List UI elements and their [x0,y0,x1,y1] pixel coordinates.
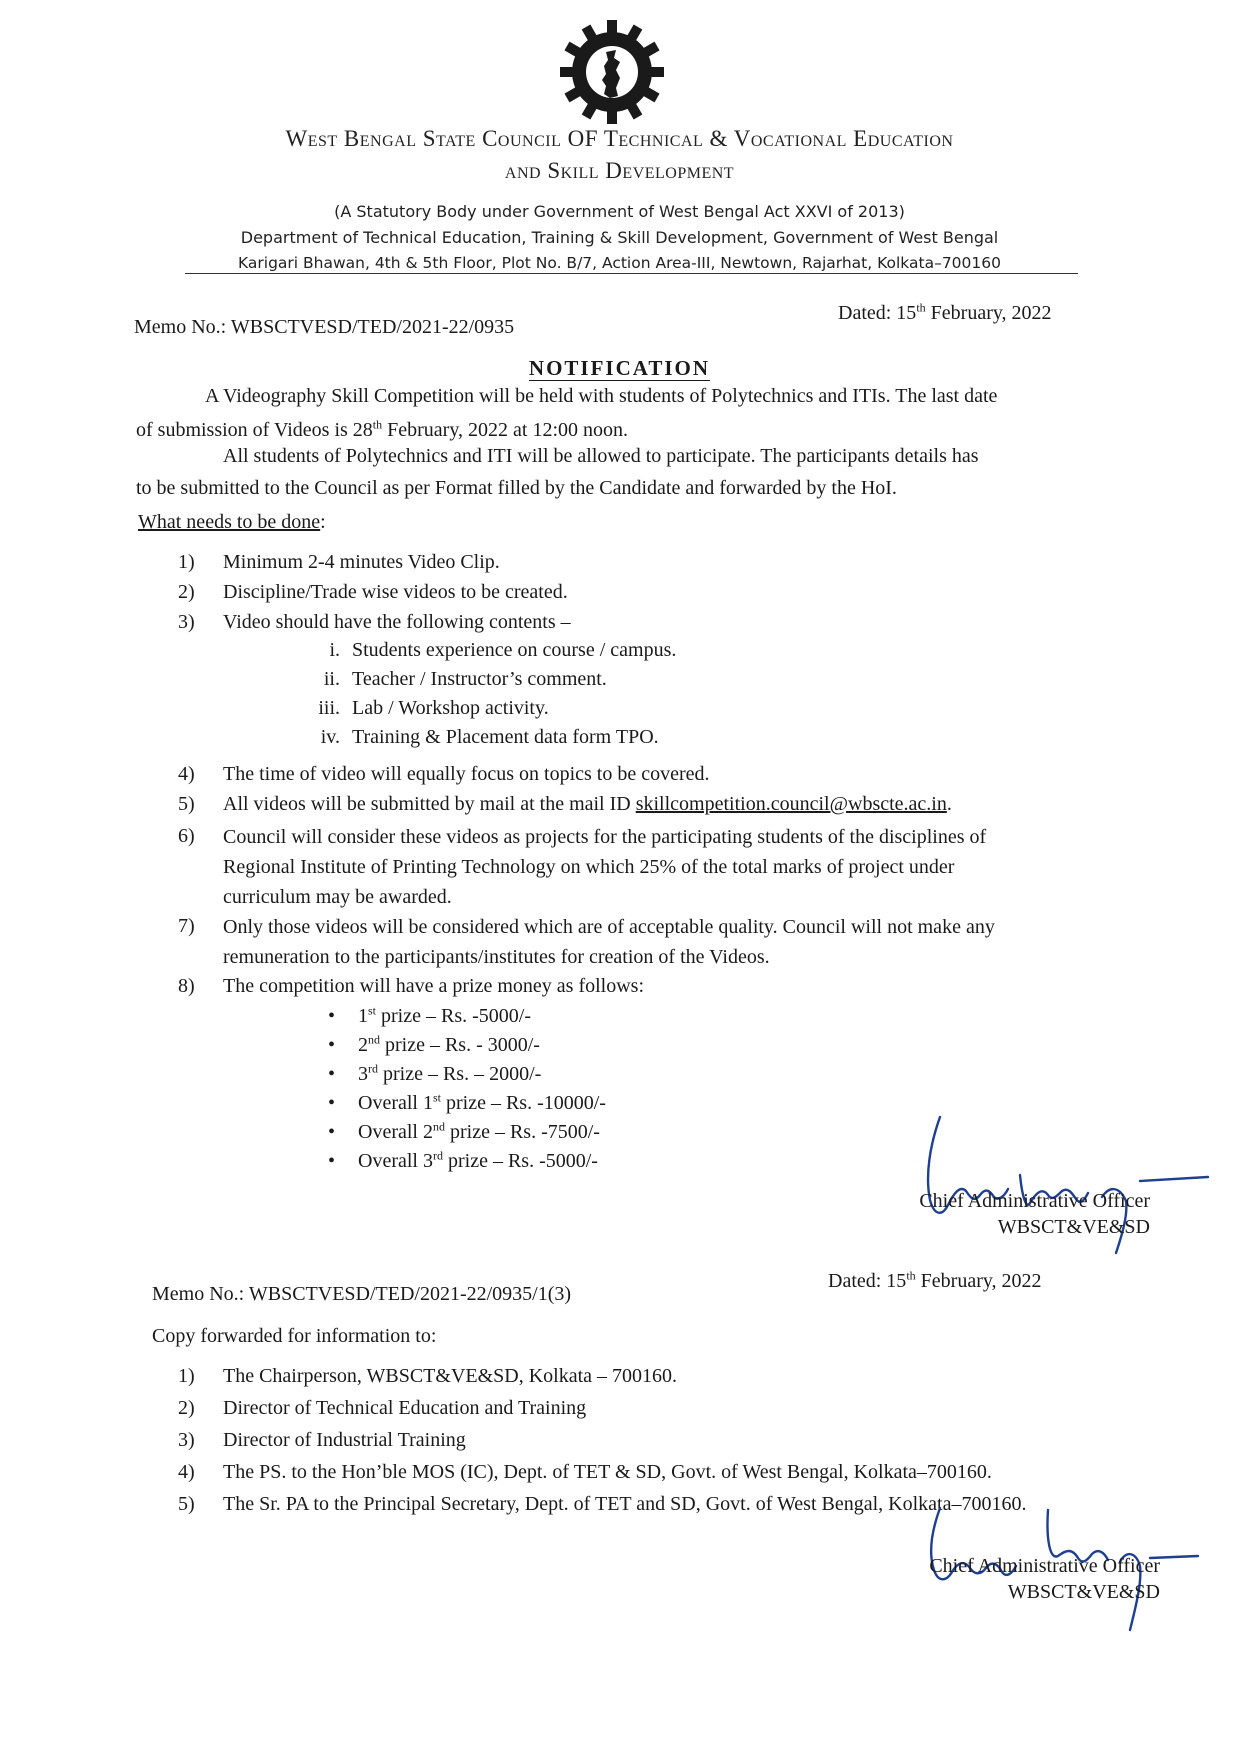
para2-line2: to be submitted to the Council as per Format filled by the Candidate and forwarded by the HoI. [136,477,897,499]
org-name-line2: and Skill Development [504,158,735,183]
prize-item: • Overall 3rd prize – Rs. -5000/- [328,1148,598,1172]
what-needs-heading: What needs to be done: [138,511,326,533]
signature-icon [870,1105,1210,1265]
signatory-org: WBSCT&VE&SD [1007,1581,1160,1603]
memo2-number: Memo No.: WBSCTVESD/TED/2021-22/0935/1(3) [152,1283,572,1305]
address-line: Karigari Bhawan, 4th & 5th Floor, Plot No. B/7, Action Area-III, Newtown, Rajarhat, Kolkata–700160 [238,254,1001,272]
content-item: iv. Training & Placement data form TPO. [320,726,659,748]
prize-item: • 1st prize – Rs. -5000/- [328,1003,531,1027]
content-item: ii. Teacher / Instructor’s comment. [323,668,607,690]
content-item: i. Students experience on course / campus. [329,639,677,661]
prize-item: • 3rd prize – Rs. – 2000/- [328,1061,542,1085]
content-item: iii. Lab / Workshop activity. [318,697,549,719]
signatory-designation: Chief Administrative Officer [929,1555,1160,1577]
notification-title: NOTIFICATION [528,356,711,380]
signatory-designation: Chief Administrative Officer [919,1190,1150,1212]
prize-item: • Overall 1st prize – Rs. -10000/- [328,1090,606,1114]
prize-item: • 2nd prize – Rs. - 3000/- [328,1032,540,1056]
org-name-line1: West Bengal State Council OF Technical & Vocational Education [285,126,954,151]
header-divider [185,273,1078,274]
signatory-org: WBSCT&VE&SD [997,1216,1150,1238]
prize-item: • Overall 2nd prize – Rs. -7500/- [328,1119,600,1143]
signature-block-1 [820,1188,1150,1240]
statutory-line: (A Statutory Body under Government of West Bengal Act XXVI of 2013) [334,202,905,221]
council-logo-icon [558,18,666,126]
para1-line1: A Videography Skill Competition will be held with students of Polytechnics and ITIs. The last date [205,385,998,407]
email-link[interactable]: skillcompetition.council@wbscte.ac.in [635,793,947,815]
signature-block-2 [830,1553,1160,1605]
para2-line1: All students of Polytechnics and ITI will be allowed to participate. The participants details has [223,445,979,467]
memo2-date: Dated: 15th February, 2022 [828,1268,1042,1292]
memo-number: Memo No.: WBSCTVESD/TED/2021-22/0935 [134,316,515,338]
department-line: Department of Technical Education, Training & Skill Development, Government of West Bengal [240,228,999,247]
para1-line2: of submission of Videos is 28th February, 2022 at 12:00 noon. [136,417,629,441]
memo-date: Dated: 15th February, 2022 [838,300,1052,324]
copy-forwarded-heading: Copy forwarded for information to: [152,1325,437,1347]
document-page: West Bengal State Council OF Technical & Vocational Education and Skill Development (A Statutory Body under Government of West Bengal Act XXVI of 2013) Department of Technical Education, Training & Skill Development, Government of West Bengal Karigari Bhawan, 4th & 5th Floor, Plot No. B/7, Action Area-III, Newtown, Rajarhat, Kolkata–700160 Memo No.: WBSCTVESD/TED/2021-22/0935 Dated: 15th February, 2022 NOTIFICATION A Videography Skill Competition will be held with students of Polytechnics and ITIs. The last date of submission of Videos is 28th February, 2022 at 12:00 noon. All students of Polytechnics and ITI will be allowed to participate. The participants details has to be submitted to the Council as per Format filled by the Candidate and forwarded by the HoI. What needs to be done: 1) Minimum 2-4 minutes Video Clip. 2) Discipline/Trade wise videos to be created. 3) Video should have the following contents – i. Students experience on course / campus. ii. Teacher / Instructor’s comment. iii. Lab / Workshop activity. iv. Training & Placement data form TPO. 4) The time of video will equally focus on topics to be covered. 5) All videos will be submitted by mail at the mail ID skillcompetition.council@wbscte.ac.in. 6) Council will consider these videos as projects for the participating students of the disciplines of Regional Institute of Printing Technology on which 25% of the total marks of project under curriculum may be awarded. 7) Only those videos will be considered which are of acceptable quality. Council will not make any remuneration to the participants/institutes for creation of the Videos. 8) The competition will have a prize money as follows: • 1st prize – Rs. -5000/- • 2nd prize – Rs. - 3000/- • 3rd prize – Rs. – 2000/- • Overall 1st prize – Rs. -10000/- • Overall 2nd prize – Rs. -7500/- • Overall 3rd prize – Rs. -5000/- Chief Administrative Officer WBSCT&VE&SD Memo No.: WBSCTVESD/TED/2021-22/0935/1(3) Dated: 15th February, 2022 Copy forwarded for information to: 1) The Chairperson, WBSCT&VE&SD, Kolkata – 700160. 2) Director of Technical Education and Training 3) Director of Industrial Training 4) The PS. to the Hon’ble MOS (IC), Dept. of TET & SD, Govt. of West Bengal, Kolkata–700160. 5) The Sr. PA to the Principal Secretary, Dept. of TET and SD, Govt. of West Bengal, Kolkata–700160. Chief Administrative Officer WBSCT&VE&SD [0,0,1239,1754]
